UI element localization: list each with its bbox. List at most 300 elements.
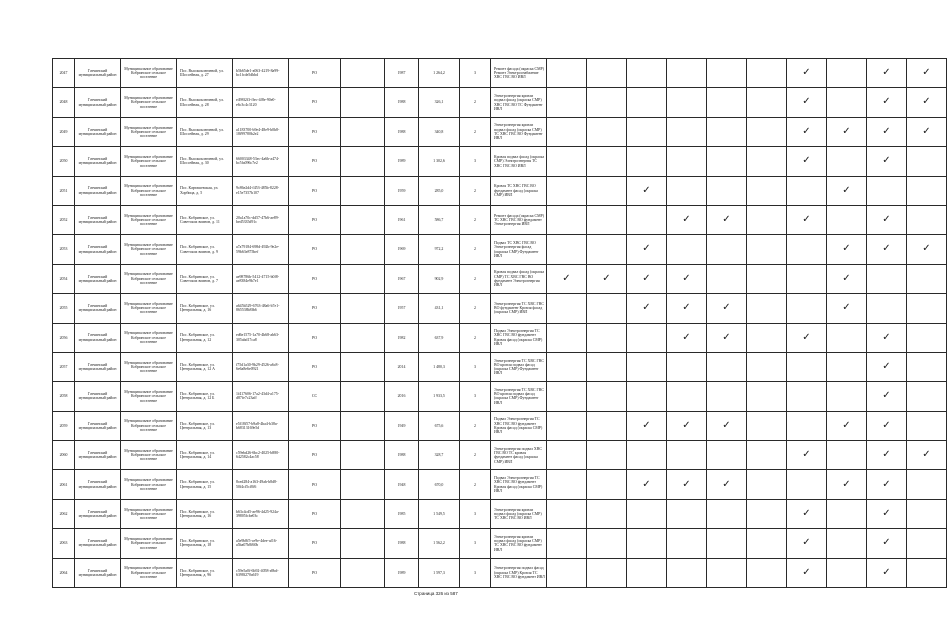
- cell-year: 1961: [385, 205, 419, 234]
- cell-wall-type: РО: [289, 294, 341, 323]
- check-icon: ✓: [827, 411, 867, 440]
- cell-empty-check: [547, 205, 587, 234]
- cell-settlement: Муниципальное образование Кобринское сельское поселение: [121, 411, 177, 440]
- cell-empty-check: [827, 205, 867, 234]
- check-icon: ✓: [787, 323, 827, 352]
- cell-work-types: Кровля подвал фасад (окраска СМР) ТС ХВС ГВС ВО фундамент Электроэнергия ИВЛ: [491, 264, 547, 293]
- cell-area: 328,7: [419, 441, 460, 470]
- cell-cadastral: a5e9b8f5-ce9e-4dee-af16-a5ba07b8f60b: [233, 529, 289, 558]
- cell-empty-check: [827, 59, 867, 88]
- cell-empty-check: [747, 470, 787, 499]
- cell-blank: [341, 294, 385, 323]
- cell-floors: 2: [460, 264, 491, 293]
- cell-empty-check: [667, 117, 707, 146]
- cell-empty-check: [907, 264, 947, 293]
- cell-empty-check: [827, 529, 867, 558]
- cell-wall-type: РО: [289, 323, 341, 352]
- table-row: [53, 235, 947, 264]
- cell-blank: [341, 441, 385, 470]
- check-icon: ✓: [667, 264, 707, 293]
- table-row: [53, 441, 947, 470]
- cell-address: Пос. Кобринское, ул. Советских воинов, д. 7: [177, 264, 233, 293]
- table-row: [53, 558, 947, 587]
- check-icon: ✓: [667, 294, 707, 323]
- cell-wall-type: РО: [289, 59, 341, 88]
- cell-empty-check: [547, 470, 587, 499]
- cell-empty-check: [747, 176, 787, 205]
- cell-empty-check: [547, 441, 587, 470]
- check-icon: ✓: [707, 294, 747, 323]
- cell-cadastral: c59ebd26-6bc2-4025-b880-642582c4ac58: [233, 441, 289, 470]
- cell-empty-check: [787, 176, 827, 205]
- cell-empty-check: [547, 59, 587, 88]
- table-row: [53, 470, 947, 499]
- cell-number: 2058: [53, 382, 75, 411]
- cell-work-types: Ремонт фасада (окраска СМР) ТС ХВС ГВС ВО фундамент Электроэнергия ИВЛ: [491, 205, 547, 234]
- cell-empty-check: [907, 294, 947, 323]
- cell-area: 326,1: [419, 88, 460, 117]
- cell-address: Пос. Кобринское, ул. Центральная, д. 16: [177, 499, 233, 528]
- check-icon: ✓: [787, 117, 827, 146]
- cell-empty-check: [747, 352, 787, 381]
- cell-empty-check: [787, 411, 827, 440]
- cell-cadastral: e498f2f3-ffec-4f8e-90e0-e6c3c4c3120: [233, 88, 289, 117]
- cell-empty-check: [707, 88, 747, 117]
- check-icon: ✓: [587, 264, 627, 293]
- cell-empty-check: [747, 441, 787, 470]
- cell-empty-check: [587, 88, 627, 117]
- cell-address: Пос. Кобринское, ул. Центральная, д. 12: [177, 323, 233, 352]
- check-icon: ✓: [707, 411, 747, 440]
- table-row: [53, 88, 947, 117]
- cell-empty-check: [867, 176, 907, 205]
- cell-work-types: Ремонт фасада (окраска СМР) Ремонт Электроснабжение ХВС ГВС ВО ИВЛ: [491, 59, 547, 88]
- table-row: [53, 147, 947, 176]
- cell-empty-check: [907, 323, 947, 352]
- cell-work-types: Подвал Электроэнергия ТС ХВС ГВС ВО фундамент Кровля фасад (окраска СМР) ИВЛ: [491, 470, 547, 499]
- cell-district: Гатчинский муниципальный район: [75, 411, 121, 440]
- cell-empty-check: [587, 294, 627, 323]
- table-row: [53, 294, 947, 323]
- cell-blank: [341, 59, 385, 88]
- cell-area: 1 549,5: [419, 499, 460, 528]
- cell-address: Пос. Кобринское, ул. Советских воинов, д. 11: [177, 205, 233, 234]
- cell-district: Гатчинский муниципальный район: [75, 323, 121, 352]
- cell-settlement: Муниципальное образование Кобринское сельское поселение: [121, 323, 177, 352]
- cell-blank: [341, 235, 385, 264]
- cell-district: Гатчинский муниципальный район: [75, 441, 121, 470]
- cell-work-types: Электроэнергия кровли подвал фасад (окраска СМР) ТС ХВС ГВС ВО фундамент ИВЛ: [491, 529, 547, 558]
- cell-empty-check: [747, 323, 787, 352]
- cell-empty-check: [707, 529, 747, 558]
- check-icon: ✓: [707, 323, 747, 352]
- check-icon: ✓: [867, 59, 907, 88]
- cell-wall-type: РО: [289, 147, 341, 176]
- cell-wall-type: СС: [289, 382, 341, 411]
- cell-number: 2049: [53, 117, 75, 146]
- cell-cadastral: ae98786b-5412-4715-b0f8-ae8384e9b7e1: [233, 264, 289, 293]
- cell-year: 1988: [385, 117, 419, 146]
- cell-address: Пос. Высокоключевой, ул. Шоссейная, д. 27: [177, 59, 233, 88]
- page-footer: Страница 326 из 587: [414, 591, 458, 596]
- check-icon: ✓: [867, 205, 907, 234]
- cell-work-types: Электроэнергия ТС ХВС ГВС ВО фундамент Кровля фасад (окраска СМР) ИВЛ: [491, 294, 547, 323]
- cell-empty-check: [827, 352, 867, 381]
- cell-empty-check: [547, 147, 587, 176]
- cell-empty-check: [667, 558, 707, 587]
- cell-district: Гатчинский муниципальный район: [75, 176, 121, 205]
- check-icon: ✓: [667, 205, 707, 234]
- cell-area: 972,2: [419, 235, 460, 264]
- cell-cadastral: c59e5a0f-6b92-4058-a9bd-6398f270a619: [233, 558, 289, 587]
- cell-district: Гатчинский муниципальный район: [75, 470, 121, 499]
- cell-area: 675,6: [419, 411, 460, 440]
- cell-empty-check: [627, 558, 667, 587]
- cell-empty-check: [587, 147, 627, 176]
- cell-empty-check: [547, 323, 587, 352]
- cell-wall-type: РО: [289, 264, 341, 293]
- cell-cadastral: b63c4cd5-ae96-4d25-924a-39805fcbe03c: [233, 499, 289, 528]
- cell-empty-check: [787, 470, 827, 499]
- cell-district: Гатчинский муниципальный район: [75, 499, 121, 528]
- cell-empty-check: [587, 352, 627, 381]
- cell-cadastral: 20a1a70c-dd57-47b6-ae89-bed5335d91c: [233, 205, 289, 234]
- cell-blank: [341, 147, 385, 176]
- cell-number: 2061: [53, 470, 75, 499]
- cell-empty-check: [587, 382, 627, 411]
- cell-work-types: Электроэнергия кровли подвал фасад (окраска СМР) ХВС ГВС ВО ТС Фундамент ИВЛ: [491, 88, 547, 117]
- cell-wall-type: РО: [289, 558, 341, 587]
- cell-number: 2047: [53, 59, 75, 88]
- cell-district: Гатчинский муниципальный район: [75, 558, 121, 587]
- cell-cadastral: a1183700-b9e4-48e9-b0b8-18f99780b2e2: [233, 117, 289, 146]
- cell-empty-check: [547, 382, 587, 411]
- table-row: [53, 499, 947, 528]
- cell-floors: 3: [460, 558, 491, 587]
- cell-empty-check: [627, 529, 667, 558]
- cell-settlement: Муниципальное образование Кобринское сельское поселение: [121, 529, 177, 558]
- check-icon: ✓: [867, 352, 907, 381]
- cell-work-types: Подвал Электроэнергия ТС ХВС ГВС ВО фундамент Кровля фасад (окраска СМР) ИВЛ: [491, 323, 547, 352]
- cell-empty-check: [587, 59, 627, 88]
- table-row: [53, 264, 947, 293]
- cell-empty-check: [587, 235, 627, 264]
- cell-empty-check: [667, 382, 707, 411]
- cell-empty-check: [747, 529, 787, 558]
- cell-cadastral: e5f18f57-b9a8-4ba4-b38a-b68313169e5d: [233, 411, 289, 440]
- cell-empty-check: [907, 382, 947, 411]
- cell-floors: 3: [460, 147, 491, 176]
- cell-address: Пос. Кобринское, ул. Центральная, д. 14: [177, 441, 233, 470]
- cell-empty-check: [907, 411, 947, 440]
- cell-area: 340,8: [419, 117, 460, 146]
- cell-wall-type: РО: [289, 117, 341, 146]
- cell-work-types: Электроэнергия ТС ХВС ГВС ВО кровля подвал фасад (окраска СМР) Фундамент ИВЛ: [491, 352, 547, 381]
- cell-area: 1 480,3: [419, 352, 460, 381]
- cell-address: Пос. Кобринское, ул. Центральная, д. 12 Б: [177, 382, 233, 411]
- cell-work-types: Электроэнергия подвал ХВС ГВС ВО ТС кровля фундамент фасад (окраска СМР) ИВЛ: [491, 441, 547, 470]
- cell-address: Пос. Высокоключевой, ул. Шоссейная, д. 29: [177, 117, 233, 146]
- cell-area: 1 597,3: [419, 558, 460, 587]
- cell-settlement: Муниципальное образование Кобринское сельское поселение: [121, 352, 177, 381]
- cell-empty-check: [627, 382, 667, 411]
- cell-blank: [341, 411, 385, 440]
- cell-empty-check: [907, 558, 947, 587]
- cell-blank: [341, 352, 385, 381]
- check-icon: ✓: [787, 558, 827, 587]
- cell-empty-check: [667, 88, 707, 117]
- cell-settlement: Муниципальное образование Кобринское сельское поселение: [121, 176, 177, 205]
- cell-number: 2059: [53, 411, 75, 440]
- check-icon: ✓: [827, 470, 867, 499]
- cell-year: 1948: [385, 470, 419, 499]
- cell-floors: 3: [460, 499, 491, 528]
- cell-cadastral: 9c86e2d4-f453-485b-8228-e15e7357b107: [233, 176, 289, 205]
- cell-settlement: Муниципальное образование Кобринское сельское поселение: [121, 205, 177, 234]
- cell-floors: 2: [460, 441, 491, 470]
- check-icon: ✓: [827, 235, 867, 264]
- cell-settlement: Муниципальное образование Кобринское сельское поселение: [121, 441, 177, 470]
- cell-empty-check: [747, 88, 787, 117]
- cell-wall-type: РО: [289, 441, 341, 470]
- cell-floors: 2: [460, 176, 491, 205]
- cell-wall-type: РО: [289, 205, 341, 234]
- cell-empty-check: [827, 88, 867, 117]
- cell-cadastral: 1f417606-17a2-43d4-a175-d87fe7c23aff: [233, 382, 289, 411]
- cell-floors: 2: [460, 88, 491, 117]
- housing-register-table: [52, 58, 947, 588]
- cell-empty-check: [907, 499, 947, 528]
- cell-empty-check: [587, 529, 627, 558]
- table-row: [53, 411, 947, 440]
- check-icon: ✓: [907, 59, 947, 88]
- cell-address: Пос. Кобринское, ул. Центральная, д. 15: [177, 470, 233, 499]
- cell-empty-check: [667, 235, 707, 264]
- cell-year: 1982: [385, 323, 419, 352]
- cell-wall-type: РО: [289, 176, 341, 205]
- cell-area: 1 264,2: [419, 59, 460, 88]
- cell-work-types: Кровля подвал фасад (окраска СМР) Электроэнергия ТС ХВС ГВС ВО ИВЛ: [491, 147, 547, 176]
- cell-empty-check: [907, 205, 947, 234]
- cell-empty-check: [827, 382, 867, 411]
- check-icon: ✓: [627, 176, 667, 205]
- cell-empty-check: [547, 352, 587, 381]
- cell-empty-check: [907, 147, 947, 176]
- check-icon: ✓: [867, 323, 907, 352]
- cell-empty-check: [587, 411, 627, 440]
- cell-blank: [341, 323, 385, 352]
- cell-empty-check: [747, 382, 787, 411]
- cell-empty-check: [627, 147, 667, 176]
- cell-wall-type: РО: [289, 470, 341, 499]
- cell-number: 2060: [53, 441, 75, 470]
- cell-wall-type: РО: [289, 529, 341, 558]
- cell-address: Пос. Кобринское, ул. Центральная, д. 16: [177, 294, 233, 323]
- check-icon: ✓: [867, 441, 907, 470]
- cell-empty-check: [627, 323, 667, 352]
- cell-settlement: Муниципальное образование Кобринское сельское поселение: [121, 117, 177, 146]
- cell-settlement: Муниципальное образование Кобринское сельское поселение: [121, 59, 177, 88]
- table-row: [53, 205, 947, 234]
- table-row: [53, 323, 947, 352]
- cell-area: 285,0: [419, 176, 460, 205]
- check-icon: ✓: [787, 59, 827, 88]
- cell-year: 1959: [385, 176, 419, 205]
- cell-area: 1 933,5: [419, 382, 460, 411]
- cell-empty-check: [707, 382, 747, 411]
- cell-empty-check: [787, 352, 827, 381]
- cell-number: 2056: [53, 323, 75, 352]
- cell-year: 1957: [385, 294, 419, 323]
- check-icon: ✓: [827, 117, 867, 146]
- cell-floors: 2: [460, 205, 491, 234]
- table-row: [53, 529, 947, 558]
- check-icon: ✓: [667, 323, 707, 352]
- check-icon: ✓: [787, 205, 827, 234]
- cell-settlement: Муниципальное образование Кобринское сельское поселение: [121, 470, 177, 499]
- check-icon: ✓: [707, 205, 747, 234]
- cell-empty-check: [747, 117, 787, 146]
- check-icon: ✓: [907, 235, 947, 264]
- cell-number: 2063: [53, 529, 75, 558]
- cell-district: Гатчинский муниципальный район: [75, 529, 121, 558]
- cell-cadastral: b5b65de1-a063-4219-8a99-bc1fcde5dbbd: [233, 59, 289, 88]
- cell-empty-check: [587, 176, 627, 205]
- table-row: [53, 382, 947, 411]
- cell-number: 2053: [53, 235, 75, 264]
- cell-number: 2055: [53, 294, 75, 323]
- cell-floors: 2: [460, 470, 491, 499]
- cell-empty-check: [547, 529, 587, 558]
- check-icon: ✓: [787, 499, 827, 528]
- cell-district: Гатчинский муниципальный район: [75, 88, 121, 117]
- cell-blank: [341, 470, 385, 499]
- cell-year: 2014: [385, 352, 419, 381]
- cell-empty-check: [707, 264, 747, 293]
- cell-floors: 3: [460, 352, 491, 381]
- cell-empty-check: [667, 529, 707, 558]
- cell-empty-check: [707, 558, 747, 587]
- check-icon: ✓: [627, 470, 667, 499]
- cell-empty-check: [707, 235, 747, 264]
- cell-settlement: Муниципальное образование Кобринское сельское поселение: [121, 499, 177, 528]
- cell-address: Пос. Высокоключевой, ул. Шоссейная, д. 28: [177, 88, 233, 117]
- check-icon: ✓: [827, 264, 867, 293]
- check-icon: ✓: [787, 88, 827, 117]
- cell-empty-check: [587, 499, 627, 528]
- check-icon: ✓: [867, 558, 907, 587]
- cell-empty-check: [827, 441, 867, 470]
- cell-area: 1 302,6: [419, 147, 460, 176]
- cell-cadastral: ed6e1575-1a70-4b68-ab63-305abd17ca8: [233, 323, 289, 352]
- cell-empty-check: [747, 205, 787, 234]
- cell-year: 1969: [385, 235, 419, 264]
- check-icon: ✓: [707, 470, 747, 499]
- cell-settlement: Муниципальное образование Кобринское сельское поселение: [121, 147, 177, 176]
- cell-settlement: Муниципальное образование Кобринское сельское поселение: [121, 88, 177, 117]
- cell-empty-check: [547, 176, 587, 205]
- cell-work-types: Кровля ТС ХВС ГВС ВО фундамент фасад (окраска СМР) ИВЛ: [491, 176, 547, 205]
- cell-work-types: Электроэнергия подвал фасад (окраска СМР) Кровля ТС ХВС ГВС ВО фундамент ИВЛ: [491, 558, 547, 587]
- cell-number: 2048: [53, 88, 75, 117]
- cell-empty-check: [707, 499, 747, 528]
- cell-empty-check: [747, 499, 787, 528]
- cell-work-types: Электроэнергия ТС ХВС ГВС ВО кровля подвал фасад (окраска СМР) Фундамент ИВЛ: [491, 382, 547, 411]
- cell-settlement: Муниципальное образование Кобринское сельское поселение: [121, 294, 177, 323]
- cell-empty-check: [587, 558, 627, 587]
- cell-empty-check: [747, 411, 787, 440]
- cell-work-types: Электроэнергия кровли подвал фасад (окраска СМР) ТС ХВС ГВС ВО Фундамент ИВЛ: [491, 117, 547, 146]
- cell-blank: [341, 88, 385, 117]
- cell-district: Гатчинский муниципальный район: [75, 352, 121, 381]
- cell-empty-check: [547, 294, 587, 323]
- cell-empty-check: [627, 88, 667, 117]
- cell-empty-check: [787, 235, 827, 264]
- check-icon: ✓: [907, 117, 947, 146]
- cell-address: Пос. Кобринское, ул. Центральная, д. 12 А: [177, 352, 233, 381]
- cell-number: 2054: [53, 264, 75, 293]
- check-icon: ✓: [547, 264, 587, 293]
- cell-empty-check: [627, 59, 667, 88]
- check-icon: ✓: [627, 294, 667, 323]
- cell-empty-check: [707, 59, 747, 88]
- cell-cadastral: 8ced284-a163-49ab-b8d8-50f4cf5cf0f6: [233, 470, 289, 499]
- cell-empty-check: [547, 88, 587, 117]
- cell-empty-check: [707, 441, 747, 470]
- cell-empty-check: [547, 117, 587, 146]
- cell-empty-check: [587, 470, 627, 499]
- cell-settlement: Муниципальное образование Кобринское сельское поселение: [121, 264, 177, 293]
- cell-number: 2062: [53, 499, 75, 528]
- cell-cadastral: f75d1a30-9b29-4526-a6c8-6e6a8e6e0921: [233, 352, 289, 381]
- cell-area: 1 562,2: [419, 529, 460, 558]
- cell-blank: [341, 117, 385, 146]
- cell-empty-check: [627, 205, 667, 234]
- cell-empty-check: [547, 235, 587, 264]
- cell-year: 2016: [385, 382, 419, 411]
- check-icon: ✓: [787, 529, 827, 558]
- cell-floors: 2: [460, 294, 491, 323]
- cell-cadastral: a645b529-6763-48a6-b7e1-865538b8fb6: [233, 294, 289, 323]
- cell-empty-check: [787, 264, 827, 293]
- check-icon: ✓: [627, 411, 667, 440]
- check-icon: ✓: [787, 441, 827, 470]
- check-icon: ✓: [907, 441, 947, 470]
- cell-district: Гатчинский муниципальный район: [75, 147, 121, 176]
- cell-empty-check: [587, 441, 627, 470]
- cell-empty-check: [627, 441, 667, 470]
- cell-floors: 2: [460, 411, 491, 440]
- cell-floors: 2: [460, 117, 491, 146]
- cell-wall-type: РО: [289, 411, 341, 440]
- cell-empty-check: [627, 352, 667, 381]
- cell-blank: [341, 176, 385, 205]
- cell-blank: [341, 529, 385, 558]
- cell-district: Гатчинский муниципальный район: [75, 117, 121, 146]
- check-icon: ✓: [867, 529, 907, 558]
- cell-empty-check: [667, 441, 707, 470]
- check-icon: ✓: [667, 411, 707, 440]
- cell-year: 1949: [385, 411, 419, 440]
- table-row: [53, 176, 947, 205]
- cell-empty-check: [907, 529, 947, 558]
- cell-address: Пос. Кобринское, ул. Центральная, д. 18: [177, 529, 233, 558]
- check-icon: ✓: [867, 411, 907, 440]
- cell-empty-check: [667, 499, 707, 528]
- check-icon: ✓: [867, 88, 907, 117]
- cell-empty-check: [907, 352, 947, 381]
- cell-number: 2057: [53, 352, 75, 381]
